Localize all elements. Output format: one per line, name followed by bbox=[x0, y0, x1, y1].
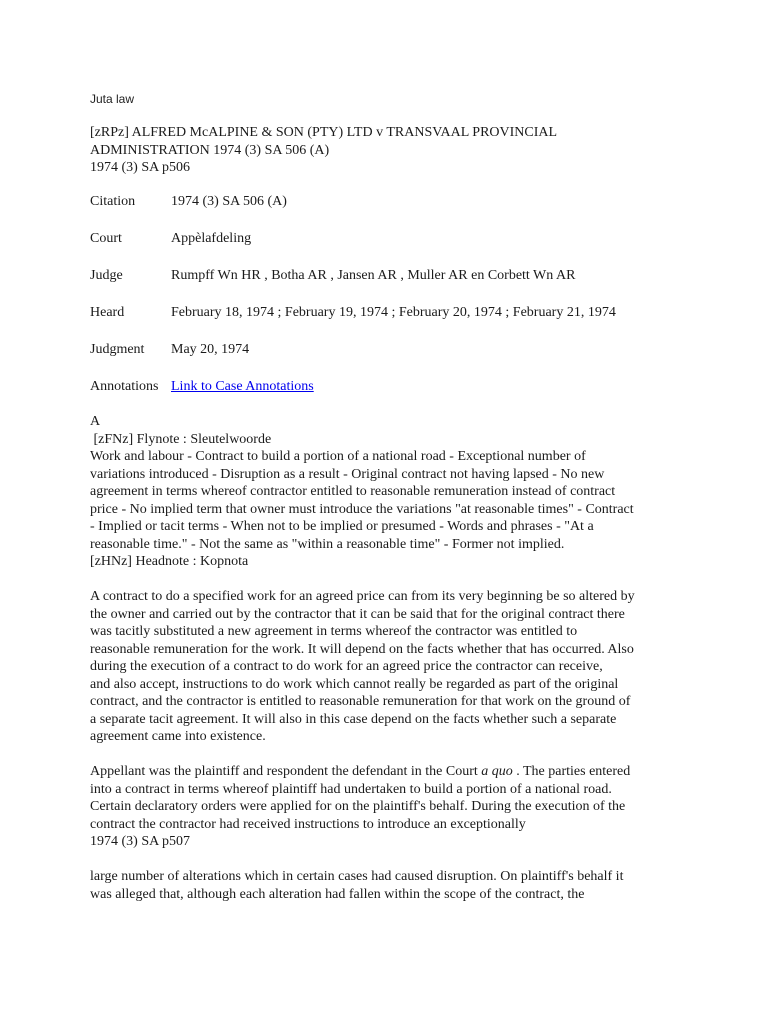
annotations-value bbox=[171, 378, 730, 415]
paragraph-line: A contract to do a specified work for an agreed price can from its very beginning be so altered by bbox=[90, 589, 635, 604]
court-value: Appèlafdeling bbox=[171, 231, 252, 246]
paragraph-line: agreement came into existence. bbox=[90, 729, 266, 744]
judge-label: Judge bbox=[90, 268, 123, 283]
paragraph-line: Certain declaratory orders were applied for on the plaintiff's behalf. During the execution of the bbox=[90, 799, 626, 814]
heard-label: Heard bbox=[90, 305, 125, 320]
flynote-line: price - No implied term that owner must introduce the variations "at reasonable times" - Contract bbox=[90, 501, 634, 517]
judge-value: Rumpff Wn HR , Botha AR , Jansen AR , Muller AR en Corbett Wn AR bbox=[171, 268, 576, 283]
judgment-value: May 20, 1974 bbox=[171, 342, 250, 357]
judge-row bbox=[90, 267, 730, 304]
headnote-paragraph bbox=[90, 588, 690, 746]
court-row bbox=[90, 230, 730, 267]
paragraph-line: the owner and carried out by the contractor that it can be said that for the original contract there bbox=[90, 606, 625, 622]
section-marker: A bbox=[90, 414, 101, 429]
paragraph-line bbox=[90, 763, 690, 781]
paragraph-line: was alleged that, although each alteration had fallen within the scope of the contract, the bbox=[90, 886, 585, 902]
paragraph-line: was tacitly substituted a new agreement in terms whereof the contractor was entitled to bbox=[90, 624, 578, 639]
continuation-paragraph bbox=[90, 868, 690, 903]
heard-value: February 18, 1974 ; February 19, 1974 ; February 20, 1974 ; February 21, 1974 bbox=[171, 305, 616, 320]
annotations-row bbox=[90, 378, 730, 415]
paragraph-line: into a contract in terms whereof plaintiff had undertaken to build a portion of a national road. bbox=[90, 781, 612, 797]
heard-row bbox=[90, 304, 730, 341]
flynote-line: reasonable time." - Not the same as "within a reasonable time" - Former not implied. bbox=[90, 536, 565, 552]
flynote-heading: [zFNz] Flynote : Sleutelwoorde bbox=[90, 431, 272, 447]
case-title bbox=[90, 124, 710, 177]
case-title-line: [zRPz] ALFRED McALPINE & SON (PTY) LTD v TRANSVAAL PROVINCIAL bbox=[90, 125, 558, 140]
flynote-line: agreement in terms whereof contractor entitled to reasonable remuneration instead of contract bbox=[90, 484, 616, 499]
facts-paragraph bbox=[90, 763, 690, 851]
headnote-heading: [zHNz] Headnote : Kopnota bbox=[90, 554, 249, 569]
flynote-line: variations introduced - Disruption as a result - Original contract not having lapsed - No new bbox=[90, 466, 605, 482]
judgment-row bbox=[90, 341, 730, 378]
citation-value: 1974 (3) SA 506 (A) bbox=[171, 194, 287, 209]
text-run: . The parties entered bbox=[512, 764, 631, 779]
judgment-body bbox=[90, 413, 690, 921]
paragraph-line: a separate tacit agreement. It will also in this case depend on the facts whether such a separate bbox=[90, 711, 617, 727]
citation-row bbox=[90, 193, 730, 230]
annotations-label: Annotations bbox=[90, 379, 159, 394]
paragraph-line: and also accept, instructions to do work which cannot really be regarded as part of the original bbox=[90, 676, 619, 692]
citation-label: Citation bbox=[90, 194, 136, 209]
flynote-section bbox=[90, 413, 690, 571]
flynote-line: Work and labour - Contract to build a portion of a national road - Exceptional number of bbox=[90, 449, 586, 464]
page-reference: 1974 (3) SA p507 bbox=[90, 834, 190, 849]
case-title-line: ADMINISTRATION 1974 (3) SA 506 (A) bbox=[90, 142, 330, 158]
paragraph-line: during the execution of a contract to do work for an agreed price the contractor can receive, bbox=[90, 659, 603, 674]
paragraph-line: contract the contractor had received instructions to introduce an exceptionally bbox=[90, 816, 526, 832]
paragraph-line: reasonable remuneration for the work. It will depend on the facts whether that has occurred. Also bbox=[90, 641, 634, 657]
case-annotations-link[interactable]: Link to Case Annotations bbox=[171, 379, 314, 394]
text-run: Appellant was the plaintiff and respondent the defendant in the Court bbox=[90, 764, 482, 779]
italic-term: a quo bbox=[481, 764, 513, 779]
page-reference: 1974 (3) SA p506 bbox=[90, 160, 190, 175]
paragraph-line: large number of alterations which in certain cases had caused disruption. On plaintiff's behalf it bbox=[90, 869, 624, 884]
paragraph-line: contract, and the contractor is entitled to reasonable remuneration for that work on the ground of bbox=[90, 694, 631, 709]
judgment-label: Judgment bbox=[90, 342, 145, 357]
flynote-line: - Implied or tacit terms - When not to be implied or presumed - Words and phrases - "At a bbox=[90, 519, 594, 534]
source-header: Juta law bbox=[90, 92, 135, 106]
court-label: Court bbox=[90, 231, 122, 246]
case-metadata bbox=[90, 193, 730, 415]
